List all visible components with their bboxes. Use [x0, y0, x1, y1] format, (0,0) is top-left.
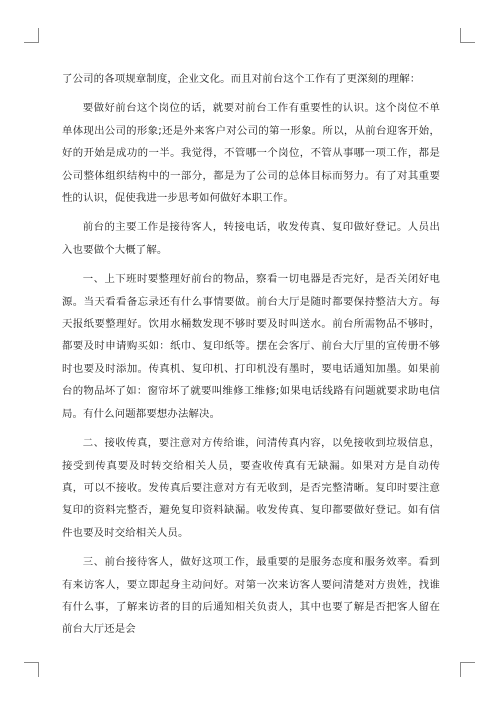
paragraph-item-three: 三、前台接待客人，做好这项工作，最重要的是服务态度和服务效率。看到有来访客人，要立即起身主动问好。对第一次来访客人要问清楚对方贵姓，找谁有什么事，了解来访者的目的后通知相关负责人，其中也要了解是否把客人留在前台大厅还是会 — [62, 556, 440, 636]
crop-mark-bottom-left — [24, 662, 39, 677]
crop-mark-top-left — [24, 28, 39, 43]
paragraph-item-one: 一、上下班时要整理好前台的物品，察看一切电器是否完好，是否关闭好电源。当天看看备忘录还有什么事情要做。前台大厅是随时都要保持整洁大方。每天报纸要整理好。饮用水桶数发现不够时要及时叫送水。前台所需物品不够时，都要及时申请购买如：纸巾、复印纸等。摆在会客厅、前台大厅里的宣传册不够时也要及时添加。传真机、复印机、打印机没有墨时，要电话通知加墨。如果前台的物品坏了如：窗帘坏了就要叫维修工维修;如果电话线路有问题就要求助电信局。有什么问题都要想办法解决。 — [62, 273, 440, 420]
paragraph-item-two: 二、接收传真，要注意对方传给谁，问清传真内容，以免接收到垃圾信息，接受到传真要及时转交给相关人员，要查收传真有无缺漏。如果对方是自动传真，可以不接收。发传真后要注意对方有无收到，是否完整清晰。复印时要注意复印的资料完整否，避免复印资料缺漏。收发传真、复印都要做好登记。如有信件也要及时交给相关人员。 — [62, 437, 440, 539]
crop-mark-bottom-right — [460, 662, 475, 677]
paragraph-continuation: 了公司的各项规章制度，企业文化。而且对前台这个工作有了更深刻的理解： — [62, 73, 421, 85]
paragraph-importance: 要做好前台这个岗位的话，就要对前台工作有重要性的认识。这个岗位不单单体现出公司的形象;还是外来客户对公司的第一形象。所以，从前台迎客开始，好的开始是成功的一半。我觉得，不管哪一个岗位，不管从事哪一项工作，都是公司整体组织结构中的一部分，都是为了公司的总体目标而努力。有了对其重要性的认识，促使我进一步思考如何做好本职工作。 — [62, 102, 440, 205]
paragraph-main-duties: 前台的主要工作是接待客人，转接电话，收发传真、复印做好登记。人员出入也要做个大概了解。 — [62, 221, 440, 256]
document-body — [62, 68, 440, 648]
crop-mark-top-right — [460, 28, 475, 43]
